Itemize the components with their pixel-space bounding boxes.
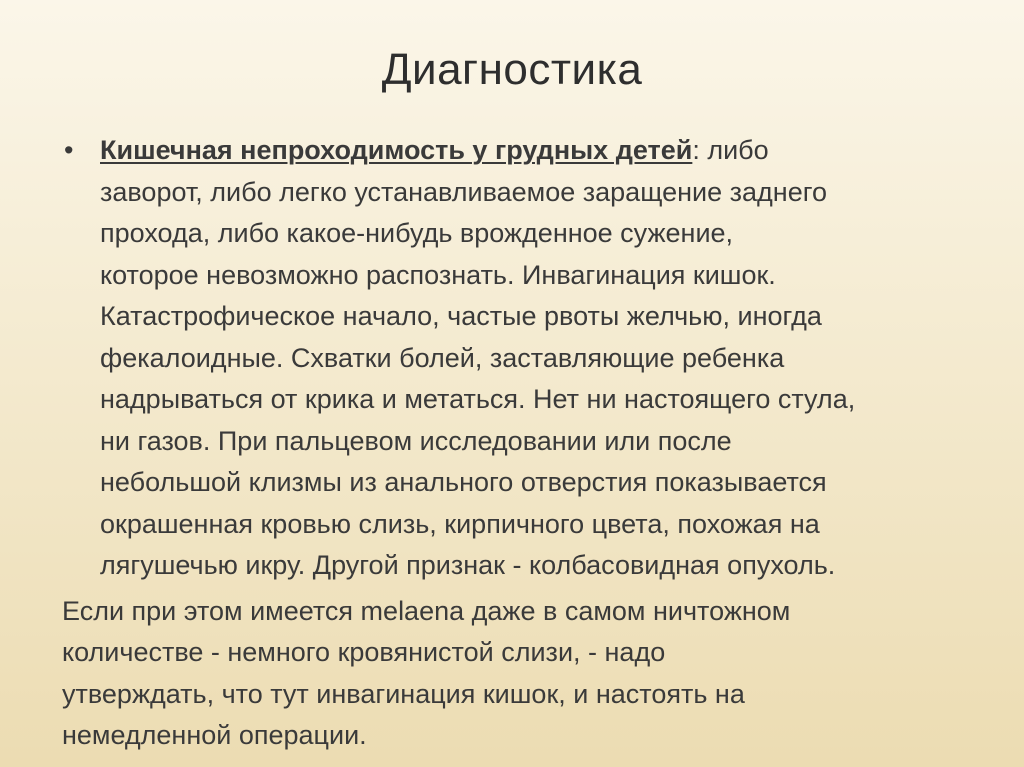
- bullet-marker: •: [64, 135, 74, 165]
- paragraph-line: Катастрофическое начало, частые рвоты желчью, иногда: [100, 301, 822, 331]
- paragraph-line: заворот, либо легко устанавливаемое заращение заднего: [100, 176, 827, 207]
- paragraph-line: немедленной операции.: [62, 720, 367, 750]
- slide-title: Диагностика: [381, 45, 643, 94]
- lead-heading: Кишечная непроходимость у грудных детей: [100, 135, 693, 165]
- paragraph-line: окрашенная кровью слизь, кирпичного цвета, похожая на: [100, 508, 820, 539]
- slide-body: [62, 130, 962, 757]
- lead-continuation: : либо: [692, 135, 769, 165]
- paragraph-line: утверждать, что тут инвагинация кишок, и настоять на: [62, 678, 745, 709]
- paragraph-line: ни газов. При пальцевом исследовании или после: [100, 425, 732, 456]
- paragraph-line: количестве - немного кровянистой слизи, - надо: [62, 637, 666, 667]
- paragraph-line: фекалоидные. Схватки болей, заставляющие ребенка: [100, 342, 785, 373]
- bullet-paragraph: [62, 130, 962, 587]
- paragraph-line: прохода, либо какое-нибудь врожденное сужение,: [100, 218, 734, 248]
- paragraph-line: которое невозможно распознать. Инвагинация кишок.: [100, 259, 776, 290]
- paragraph-line: [100, 130, 962, 172]
- second-paragraph: [62, 591, 962, 757]
- paragraph-line: лягушечью икру. Другой признак - колбасовидная опухоль.: [100, 550, 836, 580]
- paragraph-line: Если при этом имеется melaena даже в самом ничтожном: [62, 595, 791, 626]
- paragraph-line: надрываться от крика и метаться. Нет ни настоящего стула,: [100, 384, 856, 414]
- paragraph-line: небольшой клизмы из анального отверстия показывается: [100, 467, 827, 497]
